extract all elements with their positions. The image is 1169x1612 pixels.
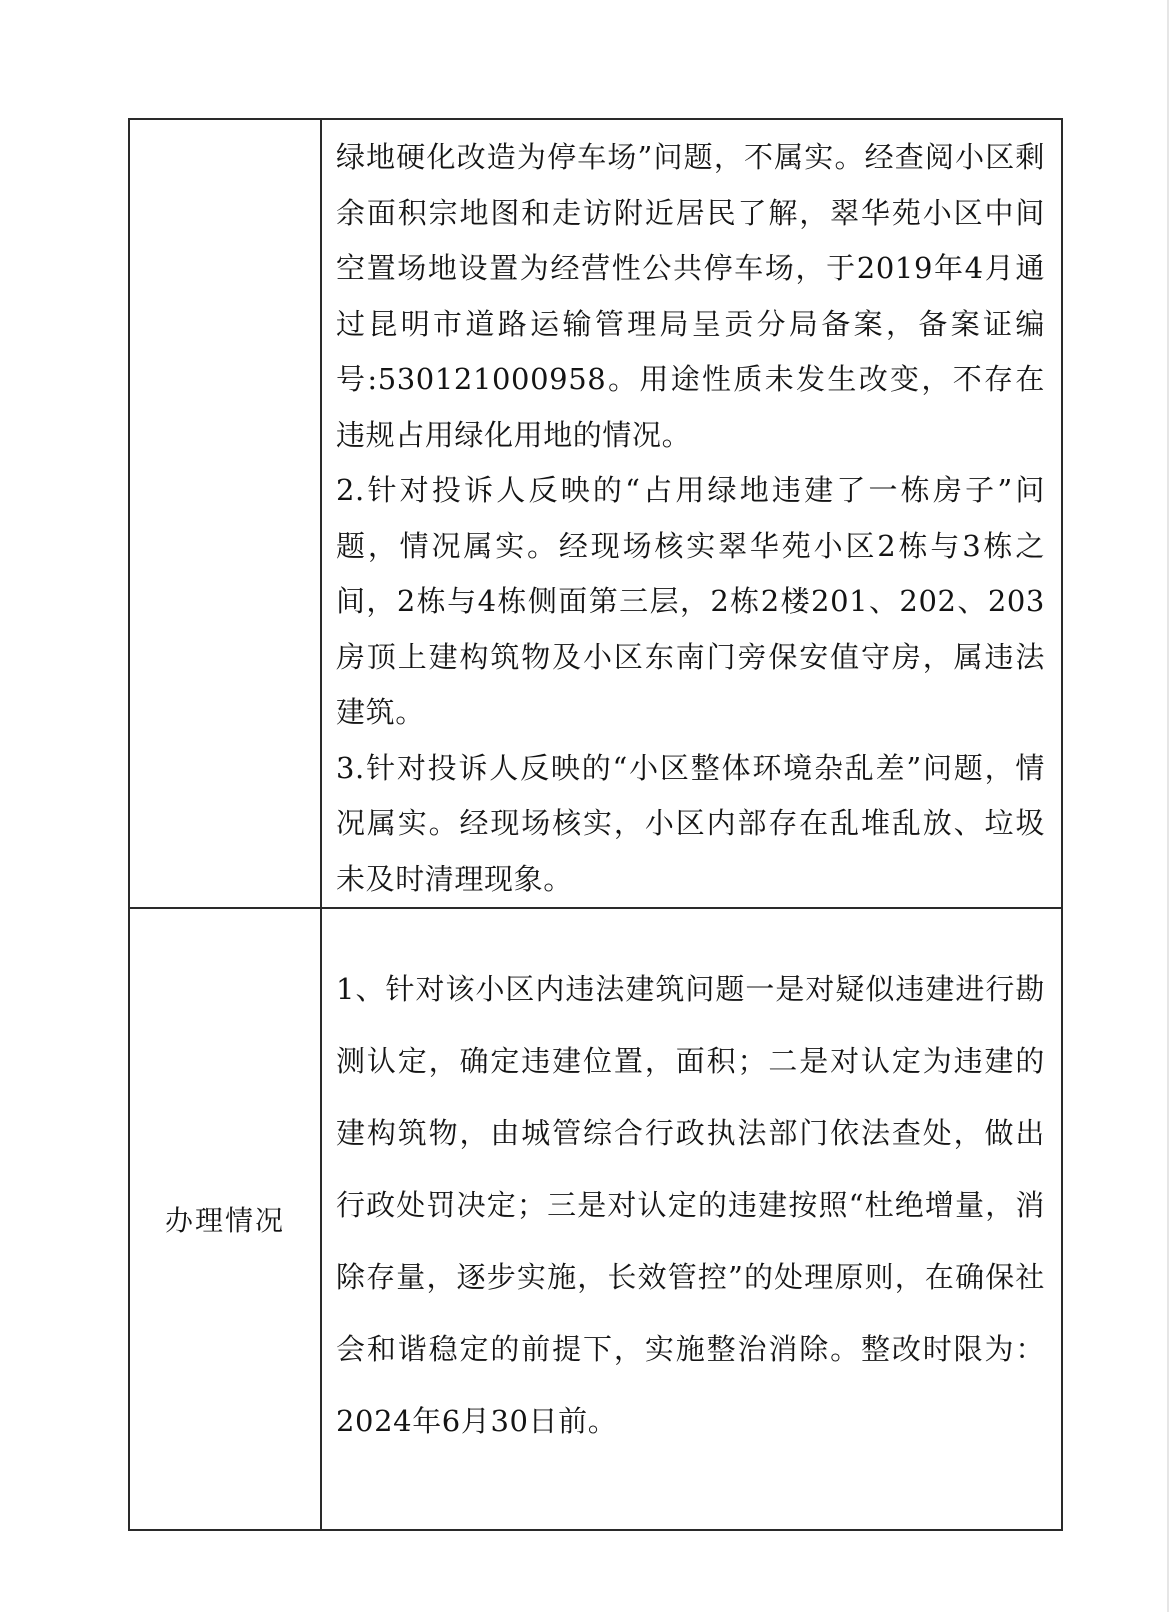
handling-paragraph-1: 1、针对该小区内违法建筑问题一是对疑似违建进行勘测认定，确定违建位置，面积；二是对认定为违建的建构筑物，由城管综合行政执法部门依法查处，做出行政处罚决定；三是对认定的违建按照“杜绝增量，消除存量，逐步实施，长效管控”的处理原则，在确保社会和谐稳定的前提下，实施整治消除。整改时限为：2024年6月30日前。 [336,972,1045,1438]
row-label-cell [129,119,321,908]
handling-label: 办理情况 [164,1204,285,1237]
findings-paragraph-2: 2.针对投诉人反映的“占用绿地违建了一栋房子”问题，情况属实。经现场核实翠华苑小区2栋与3栋之间，2栋与4栋侧面第三层，2栋2楼201、202、203房顶上建构筑物及小区东南门旁保安值守房，属违法建筑。 [336,473,1045,729]
handling-content-cell [321,908,1062,1530]
findings-paragraph-3: 3.针对投诉人反映的“小区整体环境杂乱差”问题，情况属实。经现场核实，小区内部存在乱堆乱放、垃圾未及时清理现象。 [336,750,1045,896]
findings-content-cell [321,119,1062,908]
document-table [128,118,1063,1531]
table-row-findings [129,119,1062,908]
findings-paragraph-1: 绿地硬化改造为停车场”问题，不属实。经查阅小区剩余面积宗地图和走访附近居民了解，翠华苑小区中间空置场地设置为经营性公共停车场，于2019年4月通过昆明市道路运输管理局呈贡分局备案，备案证编号:530121000958。用途性质未发生改变，不存在违规占用绿化用地的情况。 [336,140,1045,452]
table-row-handling [129,908,1062,1530]
handling-label-cell [129,908,321,1530]
